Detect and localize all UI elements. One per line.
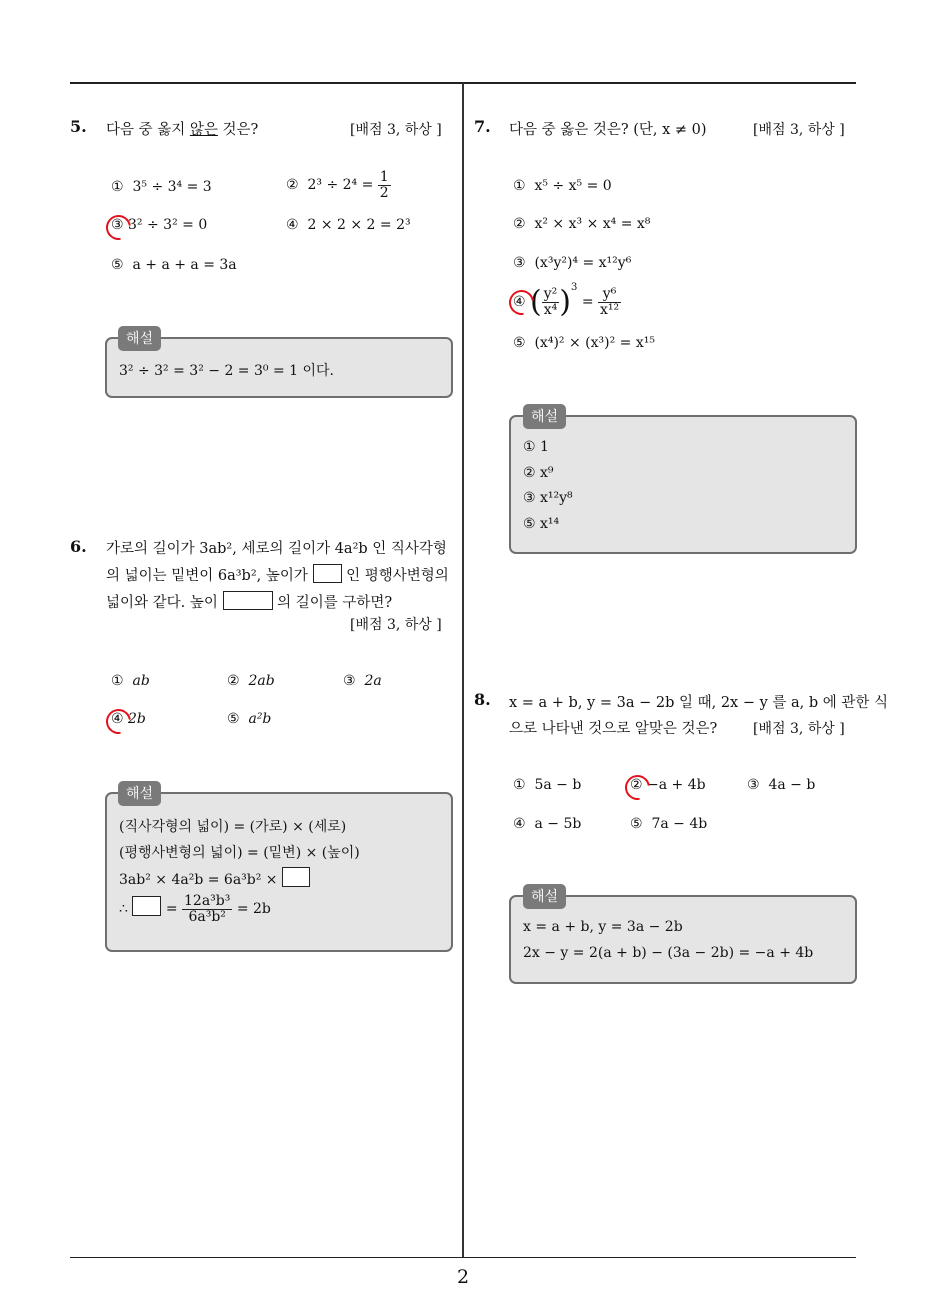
answer-circle-mark <box>101 210 136 245</box>
q5-option-4[interactable]: ④ 2 × 2 × 2 = 2³ <box>286 217 411 233</box>
q6-solution-line-4: ∴ = $\frac{\text{12a³b³}}{\text{6a³b²}}$ = 2b <box>119 893 271 925</box>
q8-option-2[interactable]: ② −a + 4b <box>630 777 706 793</box>
q8-text-line2: 으로 나타낸 것으로 알맞은 것은? <box>509 721 718 737</box>
q5-option-3[interactable]: ③ 3² ÷ 3² = 0 <box>111 217 208 233</box>
q7-option-4[interactable]: ④ ( $\frac{\text{y²}}{\text{x⁴}}$ )$^3$ = $\frac{\text{y⁶}}{\text{x¹²}}$ <box>513 282 620 320</box>
q8-option-5[interactable]: ⑤ 7a − 4b <box>630 816 708 832</box>
q8-solution-tag: 해설 <box>523 884 566 909</box>
q6-text-line1: 가로의 길이가 3ab², 세로의 길이가 4a²b 인 직사각형 <box>106 541 447 557</box>
q5-number: 5. <box>70 117 87 136</box>
q8-text-line1: x = a + b, y = 3a − 2b 일 때, 2x − y 를 a, b 에 관한 식 <box>509 695 889 711</box>
q7-option-3[interactable]: ③ (x³y²)⁴ = x¹²y⁶ <box>513 255 632 271</box>
q5-option-5[interactable]: ⑤ a + a + a = 3a <box>111 257 237 273</box>
q6-number: 6. <box>70 537 87 556</box>
q6-option-2[interactable]: ② 2ab <box>227 673 275 689</box>
q6-option-5[interactable]: ⑤ a²b <box>227 711 272 727</box>
q6-option-3[interactable]: ③ 2a <box>343 673 382 689</box>
q8-meta: [배점 3, 하상 ] <box>753 721 845 737</box>
q8-number: 8. <box>474 690 491 709</box>
q6-option-1[interactable]: ① ab <box>111 673 150 689</box>
answer-circle-mark <box>620 770 655 805</box>
q7-solution-line-1: ① 1 <box>523 439 549 455</box>
q5-text: 다음 중 옳지 않은 것은? <box>106 122 259 138</box>
q8-option-3[interactable]: ③ 4a − b <box>747 777 816 793</box>
q6-solution-line-2: (평행사변형의 넓이) = (밑변) × (높이) <box>119 845 360 861</box>
q5-solution-line: 3² ÷ 3² = 3² − 2 = 3⁰ = 1 이다. <box>119 363 334 379</box>
q7-solution-box <box>509 415 857 554</box>
q6-option-4[interactable]: ④ 2b <box>111 711 146 727</box>
page-number: 2 <box>456 1266 470 1288</box>
q7-text: 다음 중 옳은 것은? (단, x ≠ 0) <box>509 122 707 138</box>
q7-option-1[interactable]: ① x⁵ ÷ x⁵ = 0 <box>513 178 612 194</box>
q7-solution-line-4: ⑤ x¹⁴ <box>523 516 560 532</box>
q6-solution-box <box>105 792 453 952</box>
q7-solution-line-3: ③ x¹²y⁸ <box>523 490 573 506</box>
bottom-rule <box>70 1257 856 1258</box>
q5-solution-tag: 해설 <box>118 326 161 351</box>
answer-circle-mark <box>101 704 136 739</box>
q7-number: 7. <box>474 117 491 136</box>
q7-solution-tag: 해설 <box>523 404 566 429</box>
q7-solution-line-2: ② x⁹ <box>523 465 554 481</box>
q6-solution-line-3: 3ab² × 4a²b = 6a³b² × <box>119 867 310 888</box>
q6-solution-tag: 해설 <box>118 781 161 806</box>
q6-meta: [배점 3, 하상 ] <box>350 617 442 633</box>
q8-option-4[interactable]: ④ a − 5b <box>513 816 582 832</box>
q6-text-line3: 넓이와 같다. 높이 의 길이를 구하면? <box>106 591 392 612</box>
q5-option-2[interactable]: ② 2³ ÷ 2⁴ = $\frac{1}{2}$ <box>286 169 389 201</box>
column-divider <box>462 83 464 1258</box>
q6-text-line2: 의 넓이는 밑변이 6a³b², 높이가 인 평행사변형의 <box>106 564 449 585</box>
q8-solution-line-1: x = a + b, y = 3a − 2b <box>523 919 683 935</box>
q8-solution-line-2: 2x − y = 2(a + b) − (3a − 2b) = −a + 4b <box>523 945 814 961</box>
q7-meta: [배점 3, 하상 ] <box>753 122 845 138</box>
q7-option-5[interactable]: ⑤ (x⁴)² × (x³)² = x¹⁵ <box>513 335 655 351</box>
q8-option-1[interactable]: ① 5a − b <box>513 777 582 793</box>
q6-solution-line-1: (직사각형의 넓이) = (가로) × (세로) <box>119 819 347 835</box>
q7-option-2[interactable]: ② x² × x³ × x⁴ = x⁸ <box>513 216 651 232</box>
q5-option-1[interactable]: ① 3⁵ ÷ 3⁴ = 3 <box>111 179 212 195</box>
q5-meta: [배점 3, 하상 ] <box>350 122 442 138</box>
